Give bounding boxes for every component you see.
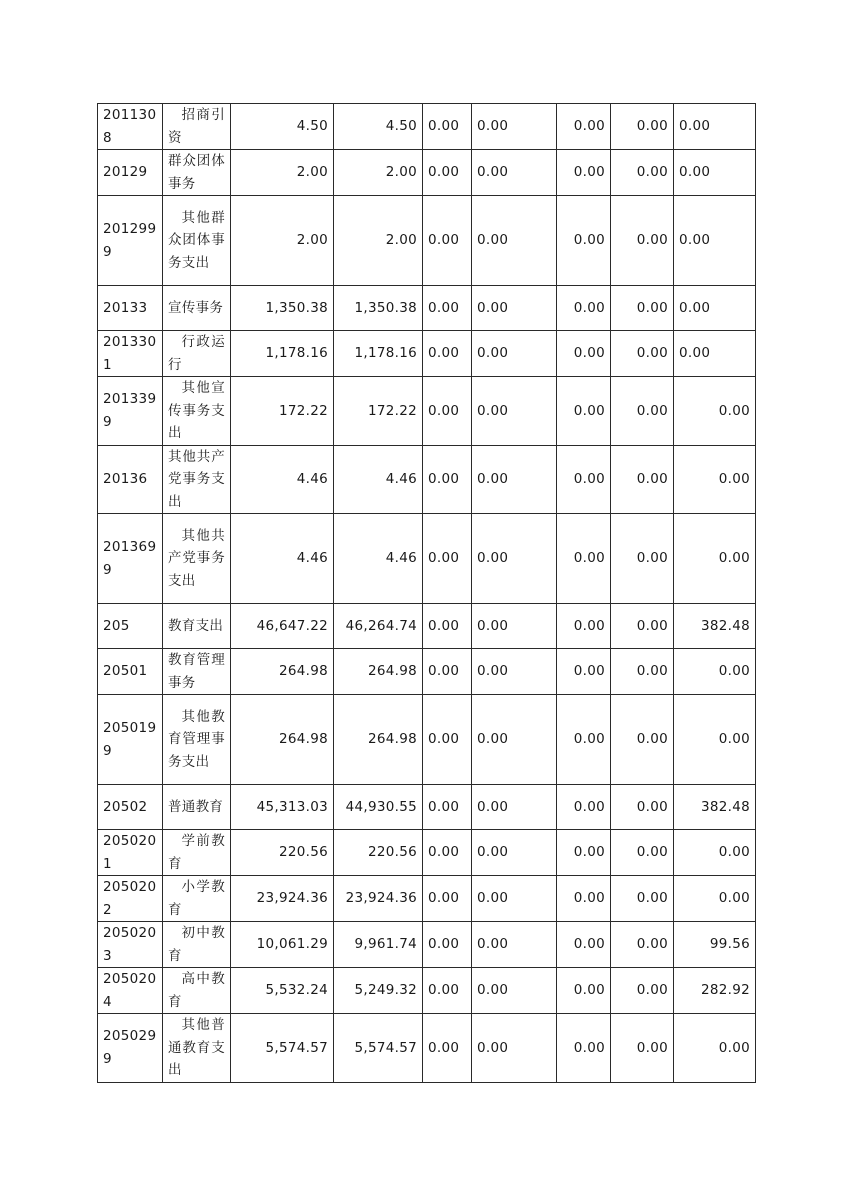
cell-amount-c1: 4.46 bbox=[231, 514, 334, 604]
cell-amount-c2: 264.98 bbox=[334, 695, 423, 785]
cell-amount-c7: 0.00 bbox=[674, 150, 756, 196]
cell-amount-c6: 0.00 bbox=[611, 104, 674, 150]
cell-amount-c6: 0.00 bbox=[611, 196, 674, 286]
cell-amount-c5: 0.00 bbox=[557, 876, 611, 922]
cell-amount-c3: 0.00 bbox=[423, 150, 472, 196]
table-row bbox=[98, 604, 756, 649]
cell-amount-c5: 0.00 bbox=[557, 286, 611, 331]
cell-amount-c3: 0.00 bbox=[423, 1014, 472, 1083]
cell-amount-c6: 0.00 bbox=[611, 968, 674, 1014]
cell-amount-c1: 172.22 bbox=[231, 377, 334, 446]
cell-amount-c6: 0.00 bbox=[611, 649, 674, 695]
cell-code: 2050201 bbox=[98, 830, 163, 876]
table-row bbox=[98, 286, 756, 331]
cell-name: 初中教育 bbox=[163, 922, 231, 968]
cell-code: 2050204 bbox=[98, 968, 163, 1014]
table-row bbox=[98, 695, 756, 785]
cell-amount-c7: 382.48 bbox=[674, 604, 756, 649]
cell-amount-c2: 5,249.32 bbox=[334, 968, 423, 1014]
cell-amount-c1: 46,647.22 bbox=[231, 604, 334, 649]
cell-amount-c2: 4.46 bbox=[334, 514, 423, 604]
cell-amount-c4: 0.00 bbox=[472, 785, 557, 830]
cell-name: 群众团体事务 bbox=[163, 150, 231, 196]
cell-amount-c7: 0.00 bbox=[674, 876, 756, 922]
cell-amount-c6: 0.00 bbox=[611, 785, 674, 830]
cell-amount-c6: 0.00 bbox=[611, 286, 674, 331]
cell-amount-c5: 0.00 bbox=[557, 445, 611, 514]
cell-code: 205 bbox=[98, 604, 163, 649]
cell-amount-c7: 0.00 bbox=[674, 695, 756, 785]
table-row bbox=[98, 150, 756, 196]
cell-code: 20129 bbox=[98, 150, 163, 196]
table-row bbox=[98, 445, 756, 514]
cell-amount-c4: 0.00 bbox=[472, 514, 557, 604]
cell-name: 高中教育 bbox=[163, 968, 231, 1014]
cell-amount-c3: 0.00 bbox=[423, 331, 472, 377]
cell-amount-c6: 0.00 bbox=[611, 922, 674, 968]
cell-amount-c7: 282.92 bbox=[674, 968, 756, 1014]
cell-amount-c2: 4.46 bbox=[334, 445, 423, 514]
cell-amount-c7: 0.00 bbox=[674, 1014, 756, 1083]
table-row bbox=[98, 785, 756, 830]
cell-amount-c1: 5,532.24 bbox=[231, 968, 334, 1014]
table-row bbox=[98, 331, 756, 377]
cell-name: 其他共产党事务支出 bbox=[163, 445, 231, 514]
table-row bbox=[98, 196, 756, 286]
cell-amount-c5: 0.00 bbox=[557, 331, 611, 377]
cell-code: 2050202 bbox=[98, 876, 163, 922]
cell-amount-c6: 0.00 bbox=[611, 445, 674, 514]
cell-code: 2012999 bbox=[98, 196, 163, 286]
cell-amount-c7: 0.00 bbox=[674, 104, 756, 150]
cell-name: 其他宣传事务支出 bbox=[163, 377, 231, 446]
cell-amount-c5: 0.00 bbox=[557, 922, 611, 968]
cell-amount-c2: 172.22 bbox=[334, 377, 423, 446]
cell-code: 20501 bbox=[98, 649, 163, 695]
cell-amount-c2: 220.56 bbox=[334, 830, 423, 876]
cell-name: 行政运行 bbox=[163, 331, 231, 377]
cell-amount-c2: 46,264.74 bbox=[334, 604, 423, 649]
cell-amount-c7: 0.00 bbox=[674, 196, 756, 286]
cell-amount-c6: 0.00 bbox=[611, 876, 674, 922]
cell-amount-c2: 23,924.36 bbox=[334, 876, 423, 922]
budget-table bbox=[97, 103, 756, 1083]
cell-amount-c7: 0.00 bbox=[674, 649, 756, 695]
cell-amount-c1: 23,924.36 bbox=[231, 876, 334, 922]
cell-amount-c4: 0.00 bbox=[472, 104, 557, 150]
cell-name: 招商引资 bbox=[163, 104, 231, 150]
cell-code: 2013699 bbox=[98, 514, 163, 604]
cell-amount-c6: 0.00 bbox=[611, 331, 674, 377]
cell-code: 20136 bbox=[98, 445, 163, 514]
cell-amount-c5: 0.00 bbox=[557, 150, 611, 196]
cell-amount-c1: 45,313.03 bbox=[231, 785, 334, 830]
cell-amount-c2: 5,574.57 bbox=[334, 1014, 423, 1083]
cell-name: 其他普通教育支出 bbox=[163, 1014, 231, 1083]
cell-amount-c4: 0.00 bbox=[472, 695, 557, 785]
cell-amount-c6: 0.00 bbox=[611, 1014, 674, 1083]
cell-amount-c6: 0.00 bbox=[611, 150, 674, 196]
cell-amount-c3: 0.00 bbox=[423, 968, 472, 1014]
cell-name: 宣传事务 bbox=[163, 286, 231, 331]
cell-amount-c7: 0.00 bbox=[674, 445, 756, 514]
cell-amount-c5: 0.00 bbox=[557, 695, 611, 785]
cell-amount-c1: 220.56 bbox=[231, 830, 334, 876]
cell-amount-c5: 0.00 bbox=[557, 104, 611, 150]
cell-amount-c1: 264.98 bbox=[231, 695, 334, 785]
cell-amount-c5: 0.00 bbox=[557, 196, 611, 286]
cell-amount-c3: 0.00 bbox=[423, 830, 472, 876]
cell-amount-c5: 0.00 bbox=[557, 785, 611, 830]
cell-amount-c6: 0.00 bbox=[611, 695, 674, 785]
cell-amount-c3: 0.00 bbox=[423, 445, 472, 514]
cell-amount-c7: 0.00 bbox=[674, 331, 756, 377]
cell-amount-c3: 0.00 bbox=[423, 876, 472, 922]
cell-name: 学前教育 bbox=[163, 830, 231, 876]
cell-amount-c6: 0.00 bbox=[611, 830, 674, 876]
cell-amount-c2: 264.98 bbox=[334, 649, 423, 695]
cell-amount-c5: 0.00 bbox=[557, 649, 611, 695]
cell-amount-c1: 1,350.38 bbox=[231, 286, 334, 331]
cell-name: 其他群众团体事务支出 bbox=[163, 196, 231, 286]
cell-code: 20502 bbox=[98, 785, 163, 830]
cell-amount-c5: 0.00 bbox=[557, 604, 611, 649]
table-row bbox=[98, 922, 756, 968]
cell-amount-c5: 0.00 bbox=[557, 514, 611, 604]
cell-amount-c4: 0.00 bbox=[472, 445, 557, 514]
cell-amount-c1: 2.00 bbox=[231, 150, 334, 196]
cell-amount-c4: 0.00 bbox=[472, 1014, 557, 1083]
cell-name: 普通教育 bbox=[163, 785, 231, 830]
table-row bbox=[98, 876, 756, 922]
cell-amount-c4: 0.00 bbox=[472, 968, 557, 1014]
cell-name: 其他教育管理事务支出 bbox=[163, 695, 231, 785]
cell-amount-c1: 264.98 bbox=[231, 649, 334, 695]
cell-amount-c7: 0.00 bbox=[674, 830, 756, 876]
cell-amount-c2: 44,930.55 bbox=[334, 785, 423, 830]
cell-amount-c4: 0.00 bbox=[472, 150, 557, 196]
cell-amount-c3: 0.00 bbox=[423, 286, 472, 331]
cell-amount-c4: 0.00 bbox=[472, 876, 557, 922]
cell-amount-c2: 9,961.74 bbox=[334, 922, 423, 968]
cell-amount-c3: 0.00 bbox=[423, 196, 472, 286]
cell-amount-c4: 0.00 bbox=[472, 286, 557, 331]
cell-amount-c3: 0.00 bbox=[423, 695, 472, 785]
cell-amount-c7: 99.56 bbox=[674, 922, 756, 968]
table-row bbox=[98, 649, 756, 695]
cell-amount-c1: 4.50 bbox=[231, 104, 334, 150]
cell-amount-c4: 0.00 bbox=[472, 331, 557, 377]
cell-amount-c5: 0.00 bbox=[557, 377, 611, 446]
cell-amount-c3: 0.00 bbox=[423, 377, 472, 446]
cell-code: 2050299 bbox=[98, 1014, 163, 1083]
cell-amount-c6: 0.00 bbox=[611, 514, 674, 604]
cell-amount-c5: 0.00 bbox=[557, 1014, 611, 1083]
table-body bbox=[98, 104, 756, 1083]
cell-amount-c7: 382.48 bbox=[674, 785, 756, 830]
cell-amount-c1: 1,178.16 bbox=[231, 331, 334, 377]
cell-amount-c2: 4.50 bbox=[334, 104, 423, 150]
cell-amount-c3: 0.00 bbox=[423, 922, 472, 968]
cell-amount-c1: 2.00 bbox=[231, 196, 334, 286]
cell-amount-c4: 0.00 bbox=[472, 377, 557, 446]
cell-amount-c2: 2.00 bbox=[334, 150, 423, 196]
cell-amount-c6: 0.00 bbox=[611, 604, 674, 649]
cell-name: 教育支出 bbox=[163, 604, 231, 649]
cell-amount-c3: 0.00 bbox=[423, 604, 472, 649]
cell-amount-c4: 0.00 bbox=[472, 604, 557, 649]
cell-amount-c7: 0.00 bbox=[674, 514, 756, 604]
cell-code: 2013399 bbox=[98, 377, 163, 446]
cell-amount-c3: 0.00 bbox=[423, 514, 472, 604]
cell-name: 教育管理事务 bbox=[163, 649, 231, 695]
table-row bbox=[98, 830, 756, 876]
table-row bbox=[98, 968, 756, 1014]
cell-amount-c3: 0.00 bbox=[423, 104, 472, 150]
cell-amount-c3: 0.00 bbox=[423, 785, 472, 830]
cell-amount-c5: 0.00 bbox=[557, 968, 611, 1014]
cell-amount-c5: 0.00 bbox=[557, 830, 611, 876]
table-row bbox=[98, 514, 756, 604]
cell-code: 2050199 bbox=[98, 695, 163, 785]
cell-name: 其他共产党事务支出 bbox=[163, 514, 231, 604]
cell-amount-c1: 5,574.57 bbox=[231, 1014, 334, 1083]
cell-amount-c2: 1,178.16 bbox=[334, 331, 423, 377]
table-row bbox=[98, 1014, 756, 1083]
cell-amount-c1: 10,061.29 bbox=[231, 922, 334, 968]
table-row bbox=[98, 377, 756, 446]
cell-code: 2013301 bbox=[98, 331, 163, 377]
cell-name: 小学教育 bbox=[163, 876, 231, 922]
cell-code: 2050203 bbox=[98, 922, 163, 968]
cell-amount-c2: 1,350.38 bbox=[334, 286, 423, 331]
table-row bbox=[98, 104, 756, 150]
cell-amount-c4: 0.00 bbox=[472, 649, 557, 695]
cell-amount-c1: 4.46 bbox=[231, 445, 334, 514]
cell-code: 2011308 bbox=[98, 104, 163, 150]
cell-amount-c4: 0.00 bbox=[472, 830, 557, 876]
cell-code: 20133 bbox=[98, 286, 163, 331]
cell-amount-c4: 0.00 bbox=[472, 196, 557, 286]
cell-amount-c3: 0.00 bbox=[423, 649, 472, 695]
cell-amount-c6: 0.00 bbox=[611, 377, 674, 446]
cell-amount-c7: 0.00 bbox=[674, 377, 756, 446]
cell-amount-c4: 0.00 bbox=[472, 922, 557, 968]
cell-amount-c7: 0.00 bbox=[674, 286, 756, 331]
cell-amount-c2: 2.00 bbox=[334, 196, 423, 286]
